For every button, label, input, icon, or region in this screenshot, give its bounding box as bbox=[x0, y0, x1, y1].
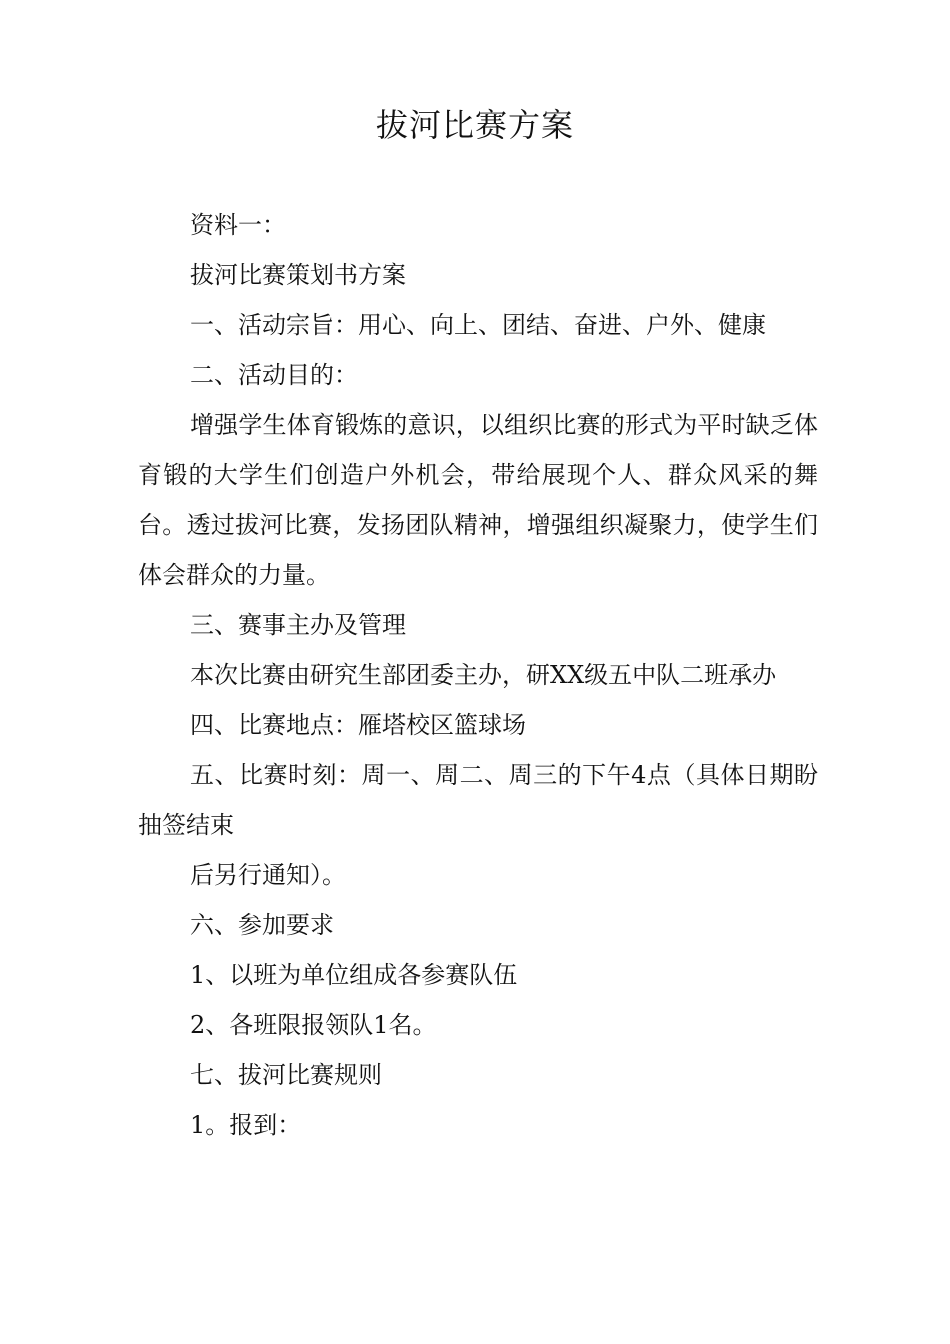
document-title: 拔河比赛方案 bbox=[375, 106, 574, 144]
paragraph-goal-body: 增强学生体育锻炼的意识，以组织比赛的形式为平时缺乏体育锻的大学生们创造户外机会，带给展现个人、群众风采的舞台。透过拔河比赛，发扬团队精神，增强组织凝聚力，使学生们体会群众的力量。 bbox=[138, 411, 818, 589]
paragraph-rule-1: 1。报到： bbox=[190, 1111, 302, 1139]
paragraph-section-location: 四、比赛地点：雁塔校区篮球场 bbox=[190, 711, 526, 739]
paragraph-section-rules: 七、拔河比赛规则 bbox=[190, 1061, 382, 1089]
paragraph-section-time: 五、比赛时刻：周一、周二、周三的下午4点（具体日期盼抽签结束 bbox=[138, 761, 818, 839]
paragraph-section-requirements: 六、参加要求 bbox=[190, 911, 334, 939]
paragraph-section-goal: 二、活动目的： bbox=[190, 361, 358, 389]
paragraph-section-purpose: 一、活动宗旨：用心、向上、团结、奋进、户外、健康 bbox=[190, 311, 766, 339]
paragraph-section-organizer: 三、赛事主办及管理 bbox=[190, 611, 406, 639]
paragraph-requirement-2: 2、各班限报领队1名。 bbox=[190, 1011, 437, 1039]
paragraph-plan-heading: 拔河比赛策划书方案 bbox=[190, 261, 406, 289]
paragraph-time-continued: 后另行通知）。 bbox=[190, 861, 346, 889]
paragraph-organizer-body: 本次比赛由研究生部团委主办，研XX级五中队二班承办 bbox=[190, 661, 777, 689]
document-body bbox=[138, 200, 818, 1150]
paragraph-requirement-1: 1、以班为单位组成各参赛队伍 bbox=[190, 961, 518, 989]
paragraph-material-one: 资料一： bbox=[190, 211, 286, 239]
